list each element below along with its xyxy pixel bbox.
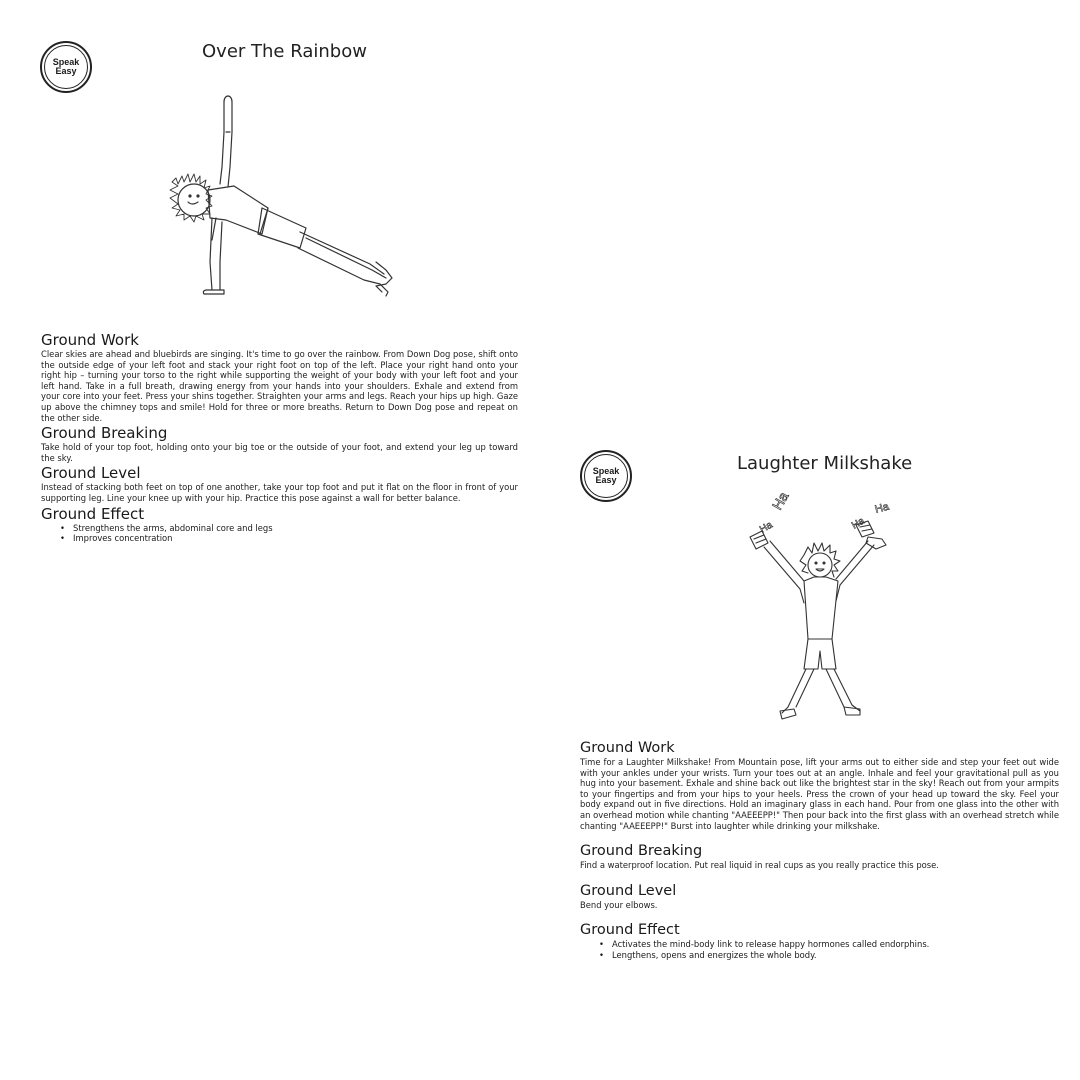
ground-work-section (580, 740, 1059, 831)
speak-easy-logo (580, 450, 632, 502)
section-text: Find a waterproof location. Put real liquid in real cups as you really practice this pose. (580, 860, 939, 871)
list-item: • Improves concentration (73, 533, 518, 544)
pose-title: Laughter Milkshake (737, 453, 913, 474)
section-text: Bend your elbows. (580, 899, 658, 910)
section-heading: Ground Effect (580, 922, 680, 939)
right-page-content (580, 740, 1059, 969)
list-item: • Strengthens the arms, abdominal core and legs (73, 523, 518, 534)
ha-text: Ha (850, 515, 867, 532)
speak-easy-logo-text: Speak Easy (52, 57, 80, 76)
section-heading: Ground Effect (41, 504, 145, 523)
ha-text: Ha (768, 488, 792, 513)
section-heading: Ground Level (580, 882, 677, 899)
ha-text: Ha (873, 500, 891, 516)
laughter-milkshake-illustration (740, 485, 900, 725)
pose-title: Over The Rainbow (202, 41, 367, 62)
ground-level-section (41, 465, 518, 503)
side-plank-illustration (150, 92, 410, 307)
section-heading: Ground Breaking (41, 424, 168, 443)
speak-easy-logo-text: Speak Easy (592, 466, 620, 485)
section-text: Instead of stacking both feet on top of one another, take your top foot and put it flat on the floor in front of your supporting leg. Line your knee up with your hip. Practice this pose against a wall for better balance. (41, 482, 518, 503)
left-page-content (41, 332, 518, 544)
ground-work-section (41, 332, 518, 423)
section-text: Clear skies are ahead and bluebirds are singing. It's time to go over the rainbow. From Down Dog pose, shift onto the outside edge of your left foot and stack your right foot on top of the left. Place your right hand onto your right hip – turning your torso to the right while supporting the weight of your body with your left foot and your left hand. Take in a full breath, drawing energy from your hands into your shoulders. Exhale and extend from your core into your feet. Press your shins together. Straighten your arms and legs. Reach your hips up high. Gaze up above the chimney tops and smile! Hold for three or more breaths. Return to Down Dog pose and repeat on the other side. (41, 349, 518, 423)
ground-effect-section (580, 922, 1059, 960)
section-heading: Ground Level (41, 464, 141, 483)
section-text: Time for a Laughter Milkshake! From Mountain pose, lift your arms out to either side and step your feet out wide with your ankles under your wrists. Turn your toes out at an angle. Inhale and feel your gravitational pull as you hug into your basement. Exhale and shine back out like the brightest star in the sky! Reach out from your armpits to your fingertips and from your hips to your heels. Press the crown of your head up toward the sky. Feel your body expand out in five directions. Hold an imaginary glass in each hand. Pour from one glass into the other with an overhead motion while chanting "AAEEEPP!" Then pour back into the first glass with an overhead stretch while chanting "AAEEEPP!" Burst into laughter while drinking your milkshake. (580, 757, 1059, 831)
section-text: Take hold of your top foot, holding onto your big toe or the outside of your foot, and extend your leg up toward the sky. (41, 442, 518, 463)
ground-breaking-section (41, 425, 518, 463)
section-heading: Ground Work (41, 331, 139, 349)
section-heading: Ground Work (580, 740, 675, 756)
ground-breaking-section (580, 843, 1059, 871)
list-item: • Activates the mind-body link to release happy hormones called endorphins. (612, 939, 1059, 950)
list-item: • Lengthens, opens and energizes the whole body. (612, 950, 1059, 961)
ha-text: Ha (758, 519, 775, 536)
ground-effect-section (41, 506, 518, 544)
speak-easy-logo (40, 41, 92, 93)
section-heading: Ground Breaking (580, 843, 703, 860)
benefits-list (580, 939, 1059, 960)
ground-level-section (580, 883, 1059, 911)
benefits-list (41, 523, 518, 544)
